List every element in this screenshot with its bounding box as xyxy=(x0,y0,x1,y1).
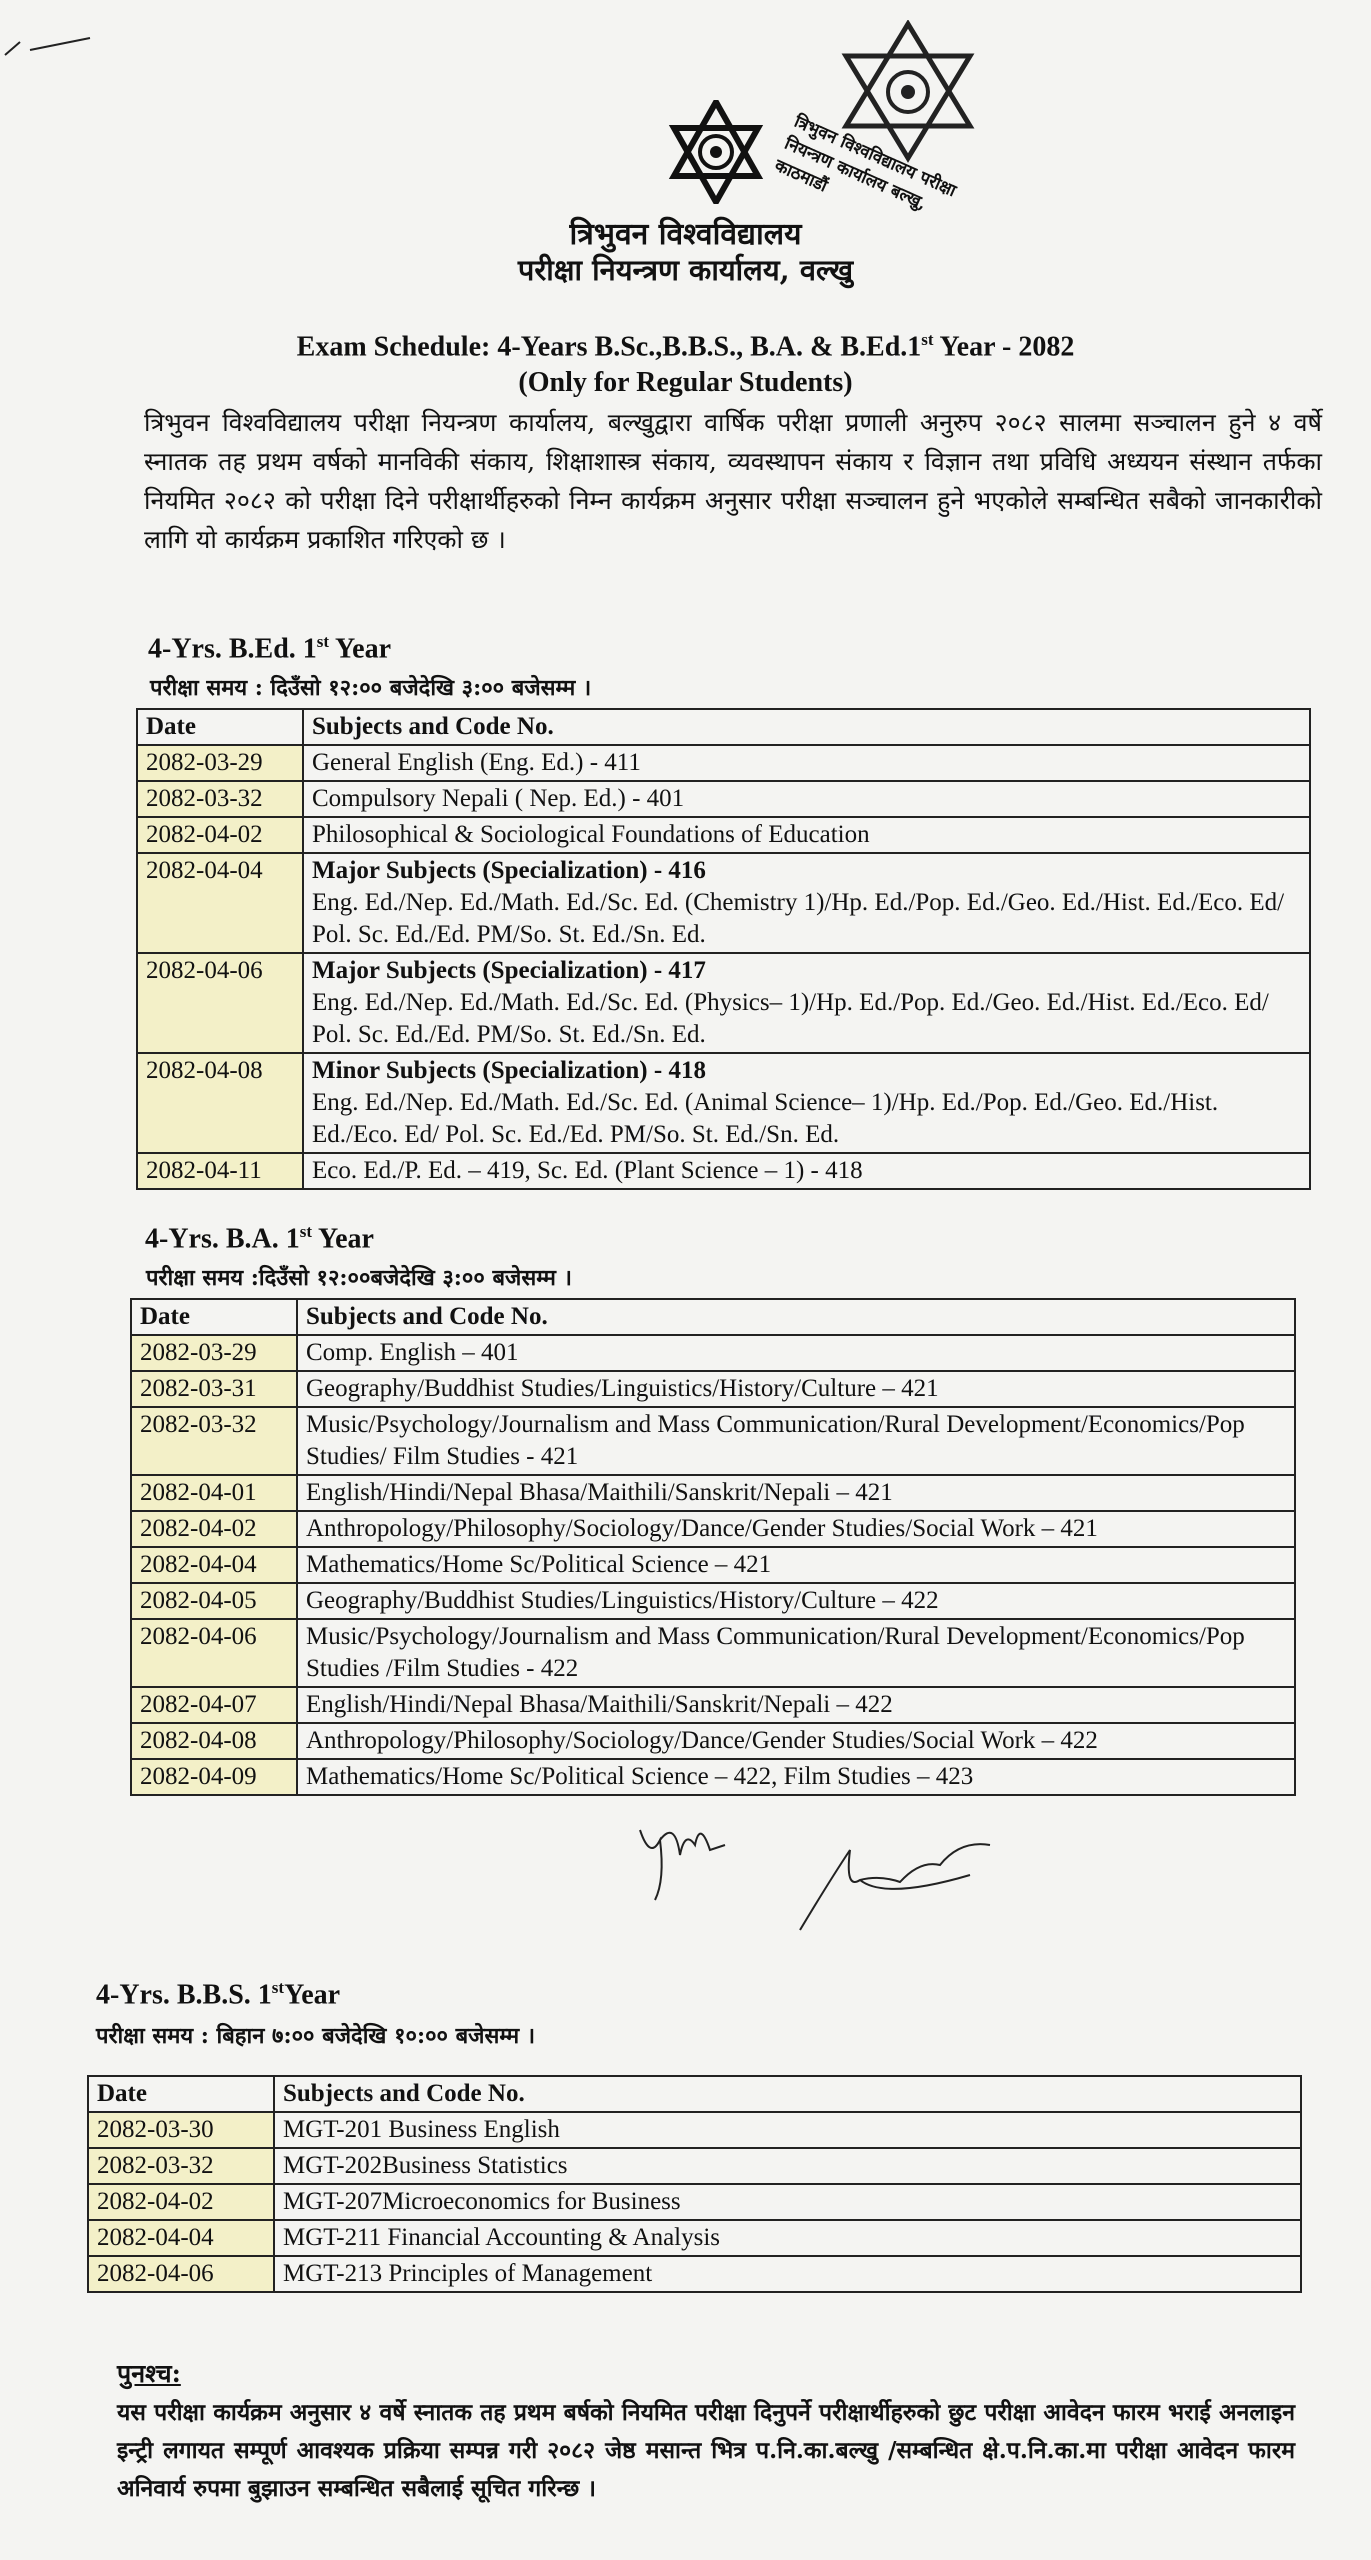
row-subjects xyxy=(303,853,1310,953)
table-row xyxy=(88,2112,1301,2148)
row-date: 2082-03-30 xyxy=(88,2112,274,2148)
table-row xyxy=(137,1153,1310,1189)
row-date: 2082-04-04 xyxy=(88,2220,274,2256)
bbs-section-title xyxy=(96,1978,340,2011)
corner-mark xyxy=(0,20,100,60)
ba-section-title xyxy=(145,1222,374,1255)
bed-section-title xyxy=(148,632,391,665)
row-date: 2082-04-04 xyxy=(131,1547,297,1583)
row-date: 2082-04-05 xyxy=(131,1583,297,1619)
col-date-header: Date xyxy=(131,1299,297,1335)
row-date: 2082-04-08 xyxy=(137,1053,303,1153)
bed-title-sup: st xyxy=(316,632,330,651)
row-subjects: Music/Psychology/Journalism and Mass Communication/Rural Development/Economics/Pop Studies/ Film Studies - 421 xyxy=(297,1407,1295,1475)
row-subjects: Anthropology/Philosophy/Sociology/Dance/Gender Studies/Social Work – 422 xyxy=(297,1723,1295,1759)
row-date: 2082-04-06 xyxy=(131,1619,297,1687)
row-subjects: Comp. English – 401 xyxy=(297,1335,1295,1371)
row-date: 2082-03-29 xyxy=(137,745,303,781)
ba-title-post: Year xyxy=(312,1223,374,1255)
row-date: 2082-03-32 xyxy=(88,2148,274,2184)
bbs-title-sup: st xyxy=(271,1978,285,1997)
row-subject-text: Eng. Ed./Nep. Ed./Math. Ed./Sc. Ed. (Animal Science– 1)/Hp. Ed./Pop. Ed./Geo. Ed./Hist. Ed./Eco. Ed/ Pol. Sc. Ed./Ed. PM/So. St. Ed./Sn. Ed. xyxy=(312,1089,1219,1148)
row-subjects: Music/Psychology/Journalism and Mass Communication/Rural Development/Economics/Pop Studies /Film Studies - 422 xyxy=(297,1619,1295,1687)
bed-title-post: Year xyxy=(329,633,392,665)
table-row xyxy=(137,781,1310,817)
university-name: त्रिभुवन विश्वविद्यालय xyxy=(569,217,802,252)
bbs-exam-time: परीक्षा समय : बिहान ७:०० बजेदेखि १०:०० बजेसम्म । xyxy=(96,2023,536,2049)
row-subjects: English/Hindi/Nepal Bhasa/Maithili/Sanskrit/Nepali – 422 xyxy=(297,1687,1295,1723)
row-subjects xyxy=(303,1153,1310,1189)
exam-subtitle: (Only for Regular Students) xyxy=(518,367,853,398)
row-subject-heading: Major Subjects (Specialization) - 417 xyxy=(312,957,706,984)
row-subject-text: General English (Eng. Ed.) - 411 xyxy=(312,749,641,776)
table-header-row xyxy=(88,2076,1301,2112)
row-subject-text: Eco. Ed./P. Ed. – 419, Sc. Ed. (Plant Science – 1) - 418 xyxy=(312,1157,863,1184)
bed-title-pre: 4-Yrs. B.Ed. 1 xyxy=(148,633,317,665)
table-row xyxy=(137,745,1310,781)
col-date-header: Date xyxy=(137,709,303,745)
row-subjects: MGT-207Microeconomics for Business xyxy=(274,2184,1301,2220)
col-subject-header: Subjects and Code No. xyxy=(297,1299,1295,1335)
university-emblem-icon xyxy=(668,100,764,204)
row-date: 2082-04-04 xyxy=(137,853,303,953)
signature-2 xyxy=(790,1820,1010,1940)
col-date-header: Date xyxy=(88,2076,274,2112)
row-subjects: MGT-201 Business English xyxy=(274,2112,1301,2148)
col-subject-header: Subjects and Code No. xyxy=(303,709,1310,745)
ba-title-sup: st xyxy=(299,1222,313,1241)
note-title: पुनश्च: xyxy=(117,2359,181,2388)
row-subject-text: Eng. Ed./Nep. Ed./Math. Ed./Sc. Ed. (Physics– 1)/Hp. Ed./Pop. Ed./Geo. Ed./Hist. Ed./Eco. Ed/ Pol. Sc. Ed./Ed. PM/So. St. Ed./Sn. Ed. xyxy=(312,989,1269,1048)
row-subject-text: Eng. Ed./Nep. Ed./Math. Ed./Sc. Ed. (Chemistry 1)/Hp. Ed./Pop. Ed./Geo. Ed./Hist. Ed./Eco. Ed/ Pol. Sc. Ed./Ed. PM/So. St. Ed./Sn. Ed. xyxy=(312,889,1285,948)
ba-title-pre: 4-Yrs. B.A. 1 xyxy=(145,1223,300,1255)
table-row xyxy=(131,1371,1295,1407)
table-row xyxy=(88,2184,1301,2220)
bbs-schedule-table xyxy=(87,2075,1302,2293)
table-row xyxy=(131,1759,1295,1795)
table-row xyxy=(137,817,1310,853)
row-subjects: English/Hindi/Nepal Bhasa/Maithili/Sanskrit/Nepali – 421 xyxy=(297,1475,1295,1511)
col-subject-header: Subjects and Code No. xyxy=(274,2076,1301,2112)
row-subjects: MGT-213 Principles of Management xyxy=(274,2256,1301,2292)
table-row xyxy=(137,853,1310,953)
row-subjects: MGT-211 Financial Accounting & Analysis xyxy=(274,2220,1301,2256)
table-row xyxy=(137,1053,1310,1153)
row-date: 2082-04-06 xyxy=(137,953,303,1053)
ba-exam-time: परीक्षा समय :दिउँसो १२:००बजेदेखि ३:०० बजेसम्म । xyxy=(146,1265,572,1291)
table-row xyxy=(131,1475,1295,1511)
row-subject-heading: Major Subjects (Specialization) - 416 xyxy=(312,857,706,884)
row-date: 2082-04-02 xyxy=(131,1511,297,1547)
table-row xyxy=(131,1723,1295,1759)
table-row xyxy=(131,1511,1295,1547)
exam-title xyxy=(0,330,1371,363)
table-row xyxy=(88,2148,1301,2184)
row-subjects xyxy=(303,745,1310,781)
bbs-title-post: Year xyxy=(284,1979,341,2011)
row-subject-text: Philosophical & Sociological Foundations of Education xyxy=(312,821,870,848)
row-subjects xyxy=(303,817,1310,853)
table-row xyxy=(131,1335,1295,1371)
bbs-title-pre: 4-Yrs. B.B.S. 1 xyxy=(96,1979,272,2011)
bed-schedule-table xyxy=(136,708,1311,1190)
table-row xyxy=(131,1407,1295,1475)
table-row xyxy=(131,1619,1295,1687)
row-date: 2082-04-01 xyxy=(131,1475,297,1511)
table-row xyxy=(131,1583,1295,1619)
row-date: 2082-03-31 xyxy=(131,1371,297,1407)
row-subjects: Geography/Buddhist Studies/Linguistics/History/Culture – 421 xyxy=(297,1371,1295,1407)
table-header-row xyxy=(131,1299,1295,1335)
row-subjects: Anthropology/Philosophy/Sociology/Dance/Gender Studies/Social Work – 421 xyxy=(297,1511,1295,1547)
office-name: परीक्षा नियन्त्रण कार्यालय, वल्खु xyxy=(517,253,854,287)
bed-exam-time: परीक्षा समय : दिउँसो १२:०० बजेदेखि ३:०० बजेसम्म । xyxy=(150,675,592,701)
row-date: 2082-04-11 xyxy=(137,1153,303,1189)
row-subjects: Mathematics/Home Sc/Political Science – 422, Film Studies – 423 xyxy=(297,1759,1295,1795)
row-subjects xyxy=(303,781,1310,817)
row-subjects: Geography/Buddhist Studies/Linguistics/History/Culture – 422 xyxy=(297,1583,1295,1619)
row-subjects xyxy=(303,953,1310,1053)
row-subject-text: Compulsory Nepali ( Nep. Ed.) - 401 xyxy=(312,785,685,812)
row-subjects xyxy=(303,1053,1310,1153)
table-row xyxy=(131,1547,1295,1583)
row-subject-heading: Minor Subjects (Specialization) - 418 xyxy=(312,1057,706,1084)
exam-title-sup: st xyxy=(921,330,934,349)
table-row xyxy=(131,1687,1295,1723)
table-row xyxy=(88,2256,1301,2292)
row-date: 2082-04-07 xyxy=(131,1687,297,1723)
exam-title-post: Year - 2082 xyxy=(933,331,1075,363)
exam-title-pre: Exam Schedule: 4-Years B.Sc.,B.B.S., B.A. & B.Ed.1 xyxy=(296,331,922,363)
row-date: 2082-04-09 xyxy=(131,1759,297,1795)
signature-1 xyxy=(630,1800,750,1910)
ba-schedule-table xyxy=(130,1298,1296,1796)
stamp-text: त्रिभुवन विश्वविद्यालय परीक्षा नियन्त्रण कार्यालय बल्खु, काठमाडौं xyxy=(771,111,960,215)
table-row xyxy=(137,953,1310,1053)
note-paragraph: यस परीक्षा कार्यक्रम अनुसार ४ वर्षे स्नातक तह प्रथम बर्षको नियमित परीक्षा दिनुपर्ने परीक्षार्थीहरुको छुट परीक्षा आवेदन फारम भराई अनलाइन इन्ट्री लगायत सम्पूर्ण आवश्यक प्रक्रिया सम्पन्न गरी २०८२ जेष्ठ मसान्त भित्र प.नि.का.बल्खु /सम्बन्धित क्षे.प.नि.का.मा परीक्षा आवेदन फारम अनिवार्य रुपमा बुझाउन सम्बन्धित सबैलाई सूचित गरिन्छ । xyxy=(117,2399,1295,2502)
row-date: 2082-03-32 xyxy=(137,781,303,817)
row-date: 2082-04-08 xyxy=(131,1723,297,1759)
table-header-row xyxy=(137,709,1310,745)
row-subjects: Mathematics/Home Sc/Political Science – 421 xyxy=(297,1547,1295,1583)
row-date: 2082-03-32 xyxy=(131,1407,297,1475)
row-date: 2082-04-06 xyxy=(88,2256,274,2292)
table-row xyxy=(88,2220,1301,2256)
row-date: 2082-04-02 xyxy=(137,817,303,853)
row-date: 2082-04-02 xyxy=(88,2184,274,2220)
intro-paragraph: त्रिभुवन विश्वविद्यालय परीक्षा नियन्त्रण कार्यालय, बल्खुद्वारा वार्षिक परीक्षा प्रणाली अनुरुप २०८२ सालमा सञ्चालन हुने ४ वर्षे स्नातक तह प्रथम वर्षको मानविकी संकाय, शिक्षाशास्त्र संकाय, व्यवस्थापन संकाय र विज्ञान तथा प्रविधि अध्ययन संस्थान तर्फका नियमित २०८२ को परीक्षा दिने परीक्षार्थीहरुको निम्न कार्यक्रम अनुसार परीक्षा सञ्चालन हुने भएकोले सम्बन्धित सबैको जानकारीको लागि यो कार्यक्रम प्रकाशित गरिएको छ । xyxy=(144,408,1322,554)
row-subjects: MGT-202Business Statistics xyxy=(274,2148,1301,2184)
row-date: 2082-03-29 xyxy=(131,1335,297,1371)
